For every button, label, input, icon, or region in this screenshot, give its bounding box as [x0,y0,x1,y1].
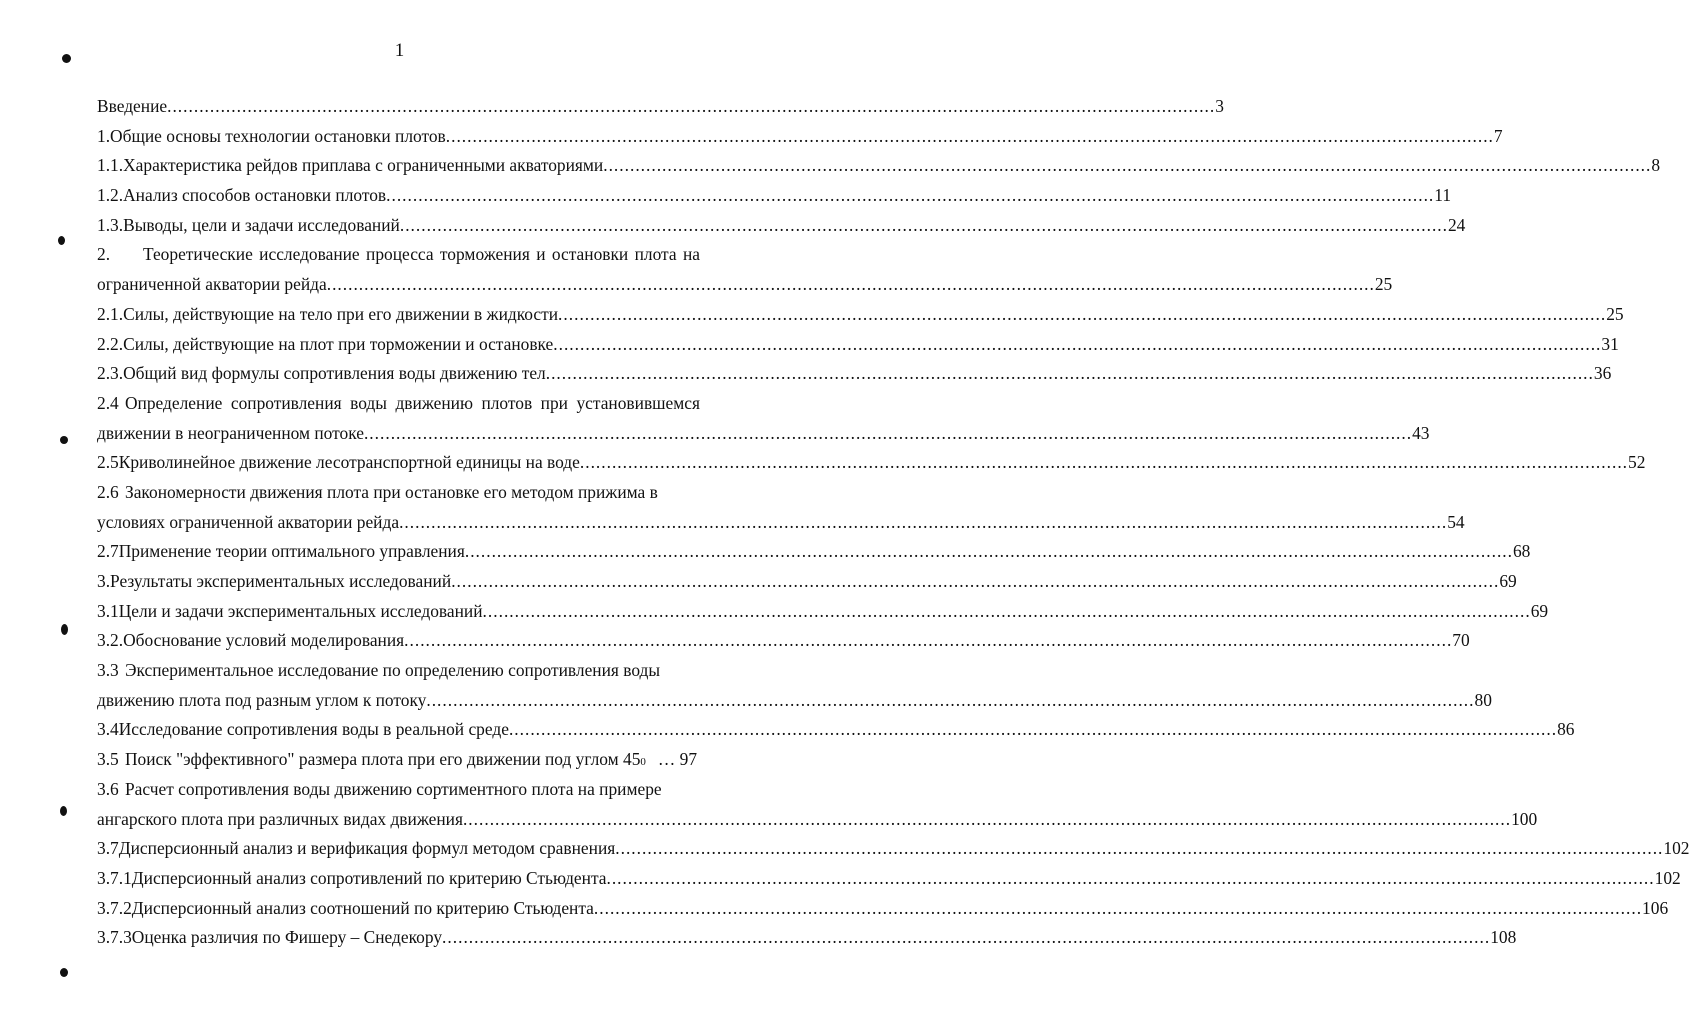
toc-entry-title: Анализ способов остановки плотов [123,185,387,206]
toc-entry-title: Расчет сопротивления воды движению сортиментного плота на примере [125,778,662,799]
toc-entry-title: Характеристика рейдов приплава с ограниченными акваториями [123,155,604,176]
toc-entry-title: Закономерности движения плота при остановке его методом прижима в [125,481,658,502]
toc-entry-title-cont: движении в неограниченном потоке [97,422,364,443]
toc-entry-number: 3.7 [97,838,119,859]
toc-entry-number: 3.7.2 [97,897,132,918]
toc-entry [97,122,1503,152]
toc-entry [97,567,1517,597]
toc-entry-continuation [97,805,1538,835]
toc-entry-title: Общий вид формулы сопротивления воды движению тел [123,363,546,384]
toc-entry-number: 3.5 [97,749,119,770]
toc-entry [97,894,1669,924]
toc-entry-number: 2.3. [97,363,124,384]
toc-entry-number: 3.4 [97,719,119,740]
toc-entry-title: Определение сопротивления воды движению плотов при установившемся [125,392,700,413]
toc-entry-page: 69 [1530,600,1549,621]
toc-entry-page: 31 [1601,333,1619,354]
toc-entry-number: 3.1 [97,600,119,621]
toc-entry [97,626,1470,656]
binder-hole-mark [58,236,65,245]
toc-entry-continuation [97,686,1492,716]
binder-hole-mark [60,806,67,816]
toc-entry-continuation [97,419,1430,449]
toc-entry-number: 3.6 [97,778,119,799]
toc-entry-page: 24 [1447,214,1466,235]
toc-entry [97,211,1466,241]
toc-entry-page: 25 [1374,274,1393,295]
toc-entry-title: Общие основы технологии остановки плотов [110,125,446,146]
toc-entry-page: 25 [1606,303,1624,324]
toc-entry-title-cont: условиях ограниченной акватории рейда [97,511,400,532]
toc-entry-title: Силы, действующие на плот при торможении и остановке [123,333,554,354]
dot-leader [594,894,1642,924]
toc-entry-continuation [97,508,1465,538]
toc-entry-page: 86 [1557,719,1575,740]
toc-entry [97,92,1224,122]
toc-entry-title: Применение теории оптимального управления [118,541,465,562]
toc-entry [97,923,1517,953]
binder-hole-mark [62,54,71,63]
toc-entry-page: 69 [1499,571,1517,591]
toc-entry-page: 106 [1642,897,1669,918]
toc-entry-page-value: 97 [679,749,698,770]
toc-entry-title: Выводы, цели и задачи исследований [123,214,400,235]
toc-entry-page: 52 [1628,452,1646,473]
dot-leader [442,923,1490,953]
toc-entry-number: 2.6 [97,481,119,502]
dot-leader [400,211,1448,241]
toc-entry [97,864,1681,894]
toc-entry [97,537,1531,567]
toc-entry-title: Обоснование условий моделирования [123,630,405,651]
toc-entry-number: 2. [97,244,111,265]
dot-leader [483,597,1531,627]
toc-entry-number: 2.7 [97,541,119,562]
dot-leader [463,805,1511,835]
toc-entry [97,300,1624,330]
toc-entry [97,715,1575,745]
page-number: 1 [394,40,405,61]
toc-entry-page: 11 [1434,185,1452,206]
toc-entry-page: 36 [1593,363,1612,384]
dot-leader [465,537,1513,567]
toc-entry [97,834,1689,864]
toc-entry-title: Результаты экспериментальных исследований [110,571,452,591]
dot-leader [451,567,1499,597]
toc-entry-page: 100 [1511,808,1538,829]
toc-entry-number: 1.1. [97,155,124,176]
dot-leader [558,300,1606,330]
toc-entry [97,775,700,805]
toc-entry-title: Цели и задачи экспериментальных исследований [118,600,483,621]
toc-entry [97,151,1661,181]
toc-entry-continuation [97,270,1393,300]
toc-entry-number: 3.7.3 [97,927,132,948]
toc-entry-title-cont: движению плота под разным углом к потоку [97,689,427,710]
toc-entry [97,330,1619,360]
toc-entry-title: Поиск "эффективного" размера плота при его движении под углом 45 [125,749,641,770]
toc-entry [97,389,700,419]
toc-entry-page: 54 [1447,511,1465,532]
toc-entry-title: Дисперсионный анализ сопротивлений по критерию Стьюдента [131,867,607,888]
toc-entry-number: 3.7.1 [97,867,132,888]
binder-hole-mark [60,968,68,977]
toc-entry [97,656,700,686]
toc-entry-title: Дисперсионный анализ соотношений по критерию Стьюдента [131,897,594,918]
toc-entry-number: 3.2. [97,630,124,651]
toc-entry-page: 3 [1215,96,1224,116]
dot-leader [386,181,1434,211]
toc-entry-page: 70 [1452,630,1470,651]
toc-entry-title-cont: ангарского плота при различных видах движения [97,808,463,829]
toc-entry-title: Оценка различия по Фишеру – Снедекору [131,927,443,948]
toc-entry-title: Криволинейное движение лесотранспортной единицы на воде [118,452,580,473]
toc-entry-page: 108 [1490,927,1517,948]
toc-entry-page [658,745,697,775]
binder-hole-mark [61,624,68,635]
toc-entry-number: 1. [97,125,111,146]
toc-entry-number: 2.1. [97,303,124,324]
dot-leader [364,419,1412,449]
toc-entry-title: Введение [97,96,168,116]
toc-entry [97,597,1549,627]
dot-leader [580,448,1628,478]
toc-entry [97,359,1612,389]
table-of-contents [97,92,1689,953]
dot-leader [606,864,1654,894]
dot-leader [404,626,1452,656]
toc-entry-page: 7 [1493,125,1503,146]
toc-entry-page: 43 [1412,422,1430,443]
ellipsis: … [657,749,676,770]
toc-entry-title-cont: ограниченной акватории рейда [97,274,327,295]
toc-entry-page: 8 [1651,155,1661,176]
dot-leader [553,330,1601,360]
toc-entry: 3.5 Поиск "эффективного" размера плота при его движении под углом 45 0 … 97 [97,745,700,775]
toc-entry-number: 2.4 [97,392,119,413]
dot-leader [167,92,1215,122]
dot-leader [446,122,1494,152]
toc-entry-number: 1.2. [97,185,124,206]
dot-leader [399,508,1447,538]
toc-entry-number: 1.3. [97,214,124,235]
dot-leader [327,270,1375,300]
toc-entry-title: Исследование сопротивления воды в реальной среде [118,719,509,740]
toc-entry [97,181,1452,211]
toc-entry [97,240,700,270]
toc-entry-number: 2.2. [97,333,124,354]
binder-hole-mark [60,436,68,444]
toc-entry-title: Силы, действующие на тело при его движении в жидкости [123,303,559,324]
dot-leader [509,715,1557,745]
toc-entry-title: Экспериментальное исследование по определению сопротивления воды [125,660,661,681]
dot-leader [615,834,1663,864]
toc-entry-title: Теоретические исследование процесса торможения и остановки плота на [143,244,700,265]
dot-leader [426,686,1474,716]
toc-entry-title: Дисперсионный анализ и верификация формул методом сравнения [118,838,616,859]
toc-entry-number: 2.5 [97,452,119,473]
toc-entry-page: 68 [1512,541,1531,562]
toc-entry-page: 102 [1654,867,1681,888]
toc-entry-page: 80 [1474,689,1492,710]
toc-entry-number: 3. [97,571,111,591]
toc-entry [97,448,1646,478]
toc-entry-page: 102 [1663,838,1689,859]
toc-entry [97,478,700,508]
toc-entry-number: 3.3 [97,660,119,681]
dot-leader [546,359,1594,389]
dot-leader [603,151,1651,181]
